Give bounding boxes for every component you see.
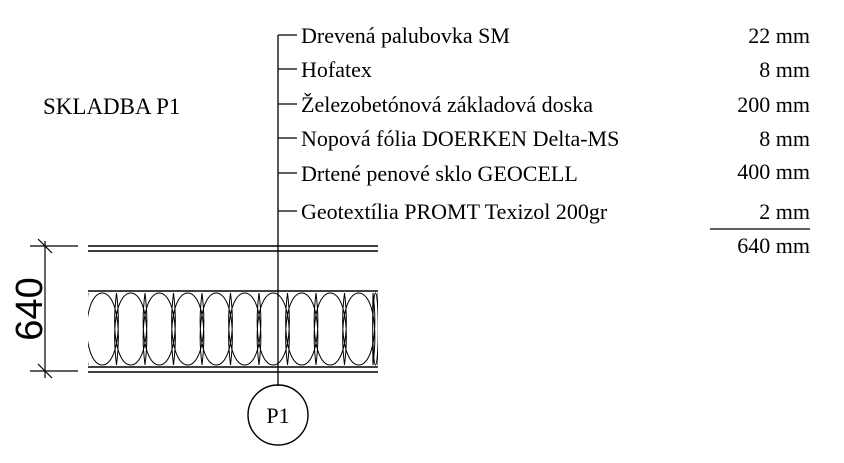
layer-row (278, 126, 810, 151)
layer-name: Drtené penové sklo GEOCELL (301, 161, 578, 186)
layer-row (278, 92, 810, 117)
layer-name: Železobetónová základová doska (301, 92, 593, 117)
layer-name: Hofatex (301, 57, 372, 82)
layer-thickness: 8 mm (759, 126, 810, 151)
layer-row (278, 23, 810, 48)
section-drawing (86, 246, 378, 372)
layer-thickness: 400 mm (737, 159, 810, 184)
layer-row (278, 199, 810, 224)
layer-row (278, 159, 810, 186)
layer-thickness: 200 mm (737, 92, 810, 117)
layer-thickness: 22 mm (748, 23, 810, 48)
hatch-loops (86, 293, 378, 365)
total-thickness: 640 mm (737, 233, 810, 258)
layer-thickness: 2 mm (759, 199, 810, 224)
layer-name: Nopová fólia DOERKEN Delta-MS (301, 126, 620, 151)
layer-name: Drevená palubovka SM (301, 23, 510, 48)
insulation-hatch (86, 293, 378, 365)
composition-title: SKLADBA P1 (43, 94, 181, 119)
marker-label: P1 (266, 403, 290, 428)
layer-name: Geotextília PROMT Texizol 200gr (301, 199, 608, 224)
dimension-value: 640 (9, 277, 51, 341)
layer-row (278, 57, 810, 82)
dimension (9, 239, 78, 378)
layer-thickness: 8 mm (759, 57, 810, 82)
layer-list (278, 23, 810, 224)
section-marker (248, 385, 308, 445)
